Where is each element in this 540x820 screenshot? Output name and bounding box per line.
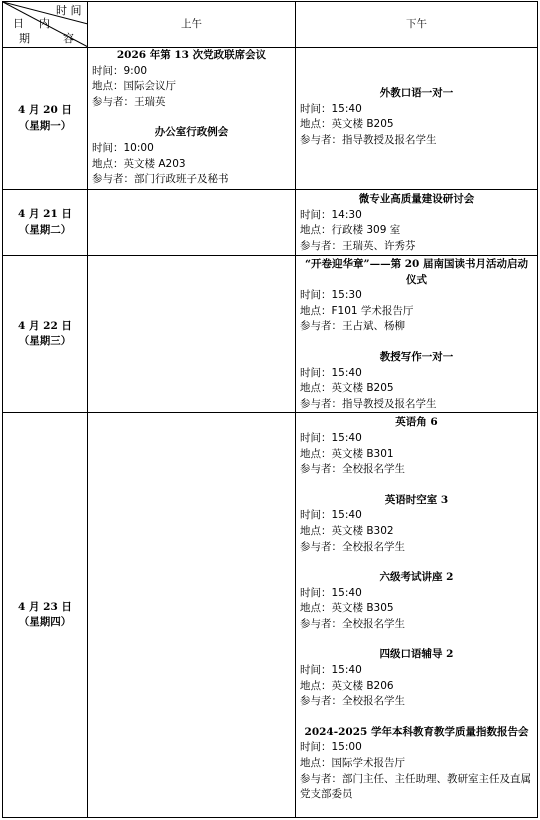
day-row <box>3 48 538 190</box>
morning-cell <box>88 48 296 190</box>
event-block <box>300 86 533 148</box>
event-time: 时间：15:30 <box>300 289 362 302</box>
day-row <box>3 413 538 818</box>
event-time: 时间：15:40 <box>300 431 362 444</box>
event-block <box>300 415 533 477</box>
header-row <box>3 2 538 48</box>
morning-cell <box>88 256 296 413</box>
event-place: 地点：英文楼 A203 <box>92 157 186 170</box>
event-title: 教授写作一对一 <box>379 350 454 363</box>
event-title: 2024-2025 学年本科教育教学质量指数报告会 <box>304 725 529 738</box>
event-people: 参与者：全校报名学生 <box>300 695 405 708</box>
date-label: 4 月 22 日 <box>18 319 72 332</box>
event-people: 参与者：全校报名学生 <box>300 617 405 630</box>
weekday-label: （星期二） <box>18 223 72 236</box>
event-place: 地点：英文楼 B205 <box>300 118 394 131</box>
morning-cell <box>88 413 296 818</box>
diag-label-time: 时 间 <box>56 4 82 17</box>
event-title: 英语角 6 <box>395 416 438 429</box>
event-time: 时间：15:40 <box>300 102 362 115</box>
diag-label-content: 内 <box>39 17 50 30</box>
event-time: 时间：15:00 <box>300 741 362 754</box>
morning-header: 上午 <box>88 2 296 48</box>
morning-cell <box>88 190 296 256</box>
event-place: 地点：行政楼 309 室 <box>300 224 401 237</box>
event-place: 地点：国际学术报告厅 <box>300 757 405 770</box>
event-place: 地点：英文楼 B305 <box>300 602 394 615</box>
schedule-table <box>2 1 538 818</box>
day-row <box>3 190 538 256</box>
date-label: 4 月 23 日 <box>18 600 72 613</box>
event-place: 地点：英文楼 B301 <box>300 447 394 460</box>
diag-label-period: 期 <box>19 32 30 45</box>
event-people: 参与者：指导教授及报名学生 <box>300 397 437 410</box>
event-block <box>300 350 533 412</box>
event-people: 参与者：部门主任、主任助理、教研室主任及直属党支部委员 <box>300 772 531 801</box>
date-cell <box>3 256 88 413</box>
event-title: 四级口语辅导 2 <box>379 648 454 661</box>
event-block <box>300 647 533 709</box>
afternoon-cell <box>296 413 538 818</box>
event-title: 六级考试讲座 2 <box>379 571 454 584</box>
event-people: 参与者：指导教授及报名学生 <box>300 133 437 146</box>
date-label: 4 月 21 日 <box>18 207 72 220</box>
event-block <box>300 570 533 632</box>
event-title: 微专业高质量建设研讨会 <box>358 193 475 205</box>
event-time: 时间：15:40 <box>300 586 362 599</box>
event-block <box>92 125 291 187</box>
date-cell <box>3 190 88 256</box>
event-title: 英语时空室 3 <box>384 493 449 506</box>
event-time: 时间：15:40 <box>300 509 362 522</box>
event-place: 地点：国际会议厅 <box>92 80 176 93</box>
event-people: 参与者：王占斌、杨柳 <box>300 320 405 333</box>
event-place: 地点：英文楼 B205 <box>300 382 394 395</box>
day-row <box>3 256 538 413</box>
event-title: 2026 年第 13 次党政联席会议 <box>116 49 267 61</box>
event-time: 时间：15:40 <box>300 664 362 677</box>
event-people: 参与者：王瑞英 <box>92 95 166 108</box>
event-people: 参与者：部门行政班子及秘书 <box>92 173 229 186</box>
event-time: 时间：10:00 <box>92 141 154 154</box>
weekday-label: （星期四） <box>18 616 72 629</box>
event-title: 外教口语一对一 <box>379 87 454 99</box>
diagonal-header-cell <box>3 2 88 48</box>
event-time: 时间：14:30 <box>300 208 362 221</box>
event-block <box>92 48 291 110</box>
event-block <box>300 725 533 803</box>
event-people: 参与者：全校报名学生 <box>300 540 405 553</box>
event-block <box>300 257 533 335</box>
weekday-label: （星期一） <box>18 119 72 132</box>
afternoon-cell <box>296 48 538 190</box>
event-block <box>300 493 533 555</box>
date-label: 4 月 20 日 <box>18 103 72 116</box>
event-time: 时间：15:40 <box>300 366 362 379</box>
event-people: 参与者：全校报名学生 <box>300 463 405 476</box>
afternoon-header: 下午 <box>296 2 538 48</box>
event-people: 参与者：王瑞英、许秀芬 <box>300 239 416 252</box>
date-cell <box>3 413 88 818</box>
weekday-label: （星期三） <box>18 335 72 348</box>
event-title: 办公室行政例会 <box>154 126 229 139</box>
diag-label-day: 日 <box>13 17 24 30</box>
event-place: 地点：英文楼 B206 <box>300 679 394 692</box>
event-place: 地点：F101 学术报告厅 <box>300 304 414 317</box>
event-block <box>300 192 533 254</box>
event-place: 地点：英文楼 B302 <box>300 524 394 537</box>
afternoon-cell <box>296 190 538 256</box>
event-time: 时间：9:00 <box>92 64 148 77</box>
diag-label-content2: 容 <box>63 32 74 45</box>
afternoon-cell <box>296 256 538 413</box>
event-title: “开卷迎华章”——第 20 届南国读书月活动启动仪式 <box>304 258 528 286</box>
date-cell <box>3 48 88 190</box>
